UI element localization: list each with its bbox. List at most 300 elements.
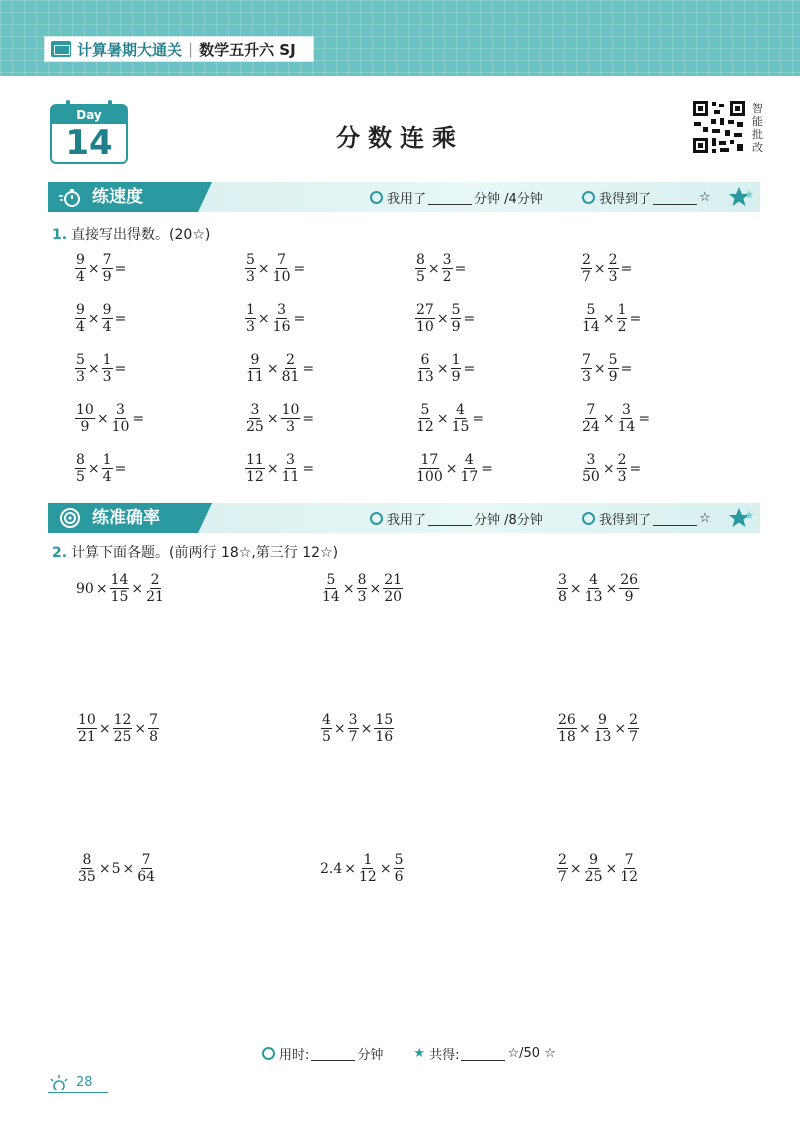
numerator: 4	[456, 402, 465, 418]
equals-sign: =	[481, 460, 494, 477]
numerator: 1	[102, 452, 112, 468]
denominator: 100	[416, 469, 443, 485]
denominator: 20	[384, 589, 403, 605]
numerator: 14	[110, 572, 129, 588]
fraction	[101, 252, 114, 285]
numerator: 10	[78, 712, 96, 728]
section-tag-accuracy	[48, 503, 198, 533]
numerator: 2	[582, 252, 591, 268]
numerator: 10	[76, 402, 94, 418]
fraction	[76, 712, 98, 745]
denominator: 3	[582, 369, 591, 385]
denominator: 5	[416, 269, 425, 285]
numerator: 3	[277, 302, 287, 318]
numerator: 5	[76, 352, 85, 368]
score-label: 我得到了	[599, 513, 652, 528]
fraction	[109, 572, 131, 605]
fraction	[74, 252, 87, 285]
clock-icon	[370, 512, 383, 525]
score-blank[interactable]	[653, 191, 697, 205]
equals-sign: =	[620, 360, 633, 377]
fraction	[271, 302, 293, 335]
denominator: 14	[322, 589, 340, 605]
fraction	[101, 452, 114, 485]
equals-sign: =	[114, 310, 127, 327]
equals-sign: =	[114, 460, 127, 477]
numerator: 8	[357, 572, 367, 588]
expression	[580, 452, 642, 485]
qr-note: 智能批改	[752, 102, 763, 154]
title-separator: |	[188, 40, 194, 58]
fraction	[244, 302, 257, 335]
footer-time-blank[interactable]	[311, 1047, 355, 1061]
denominator: 3	[357, 589, 367, 605]
expression	[74, 452, 127, 485]
expression	[244, 352, 315, 385]
day-number: 14	[65, 123, 113, 163]
numerator: 27	[416, 302, 434, 318]
denominator: 21	[146, 589, 164, 605]
times-sign: ×	[134, 720, 147, 737]
footer-score-label: 共得:	[429, 1048, 460, 1063]
fraction	[101, 352, 114, 385]
expression	[76, 852, 157, 885]
denominator: 7	[558, 869, 567, 885]
times-sign: ×	[266, 460, 279, 477]
denominator: 50	[582, 469, 600, 485]
denominator: 9	[624, 589, 634, 605]
fraction	[244, 252, 257, 285]
fraction	[347, 712, 360, 745]
times-sign: ×	[131, 580, 144, 597]
section-name-speed: 练速度	[92, 187, 143, 207]
section-name-accuracy: 练准确率	[92, 508, 160, 528]
denominator: 10	[416, 319, 434, 335]
times-sign: ×	[569, 580, 582, 597]
equals-sign: =	[472, 410, 485, 427]
book-title-box	[44, 36, 314, 62]
denominator: 12	[246, 469, 264, 485]
fraction	[101, 302, 114, 335]
expression	[320, 572, 404, 605]
star-label: ☆	[699, 511, 711, 526]
denominator: 4	[102, 469, 112, 485]
expression	[74, 252, 127, 285]
book-icon	[51, 41, 71, 57]
check-icon	[582, 191, 595, 204]
times-sign: ×	[87, 460, 100, 477]
times-sign: ×	[369, 580, 382, 597]
time-limit-label: 分钟 /4分钟	[474, 192, 543, 207]
numerator: 5	[420, 402, 430, 418]
numerator: 3	[348, 712, 358, 728]
numerator: 2	[150, 572, 160, 588]
denominator: 13	[593, 729, 612, 745]
denominator: 8	[558, 589, 567, 605]
numerator: 8	[82, 852, 92, 868]
times-sign: ×	[578, 720, 591, 737]
time-used-speed	[370, 188, 543, 207]
denominator: 5	[322, 729, 331, 745]
numerator: 2	[629, 712, 639, 728]
denominator: 15	[451, 419, 470, 435]
numerator: 3	[558, 572, 567, 588]
equals-sign: =	[638, 410, 651, 427]
fraction	[580, 252, 593, 285]
fraction	[373, 712, 395, 745]
numerator: 1	[102, 352, 112, 368]
numerator: 3	[622, 402, 631, 418]
denominator: 12	[416, 419, 434, 435]
denominator: 17	[460, 469, 479, 485]
expression	[556, 852, 640, 885]
expression	[414, 352, 476, 385]
denominator: 4	[102, 319, 112, 335]
fraction	[556, 852, 569, 885]
denominator: 12	[620, 869, 639, 885]
fraction	[357, 852, 379, 885]
expression	[556, 712, 640, 745]
times-sign: ×	[605, 860, 618, 877]
numerator: 12	[113, 712, 132, 728]
fraction	[580, 352, 593, 385]
denominator: 2	[442, 269, 452, 285]
denominator: 7	[348, 729, 358, 745]
fraction	[244, 402, 266, 435]
numerator: 5	[246, 252, 255, 268]
times-sign: ×	[87, 310, 100, 327]
fraction	[450, 302, 463, 335]
times-sign: ×	[593, 260, 606, 277]
day-label: Day	[52, 106, 126, 124]
fraction	[110, 402, 132, 435]
denominator: 5	[76, 469, 85, 485]
fraction	[112, 712, 134, 745]
question-2	[52, 542, 338, 562]
qr-code-icon[interactable]	[692, 100, 746, 154]
numerator: 7	[277, 252, 287, 268]
denominator: 4	[76, 269, 85, 285]
fraction	[607, 352, 620, 385]
times-sign: ×	[266, 360, 279, 377]
section-tag-speed	[48, 182, 198, 212]
numerator: 4	[464, 452, 474, 468]
expression	[74, 352, 127, 385]
times-sign: ×	[333, 720, 346, 737]
page-title: 分数连乘	[336, 124, 464, 152]
fraction	[414, 352, 436, 385]
check-icon	[582, 512, 595, 525]
footer-star-icon: ★	[413, 1046, 426, 1061]
numerator: 1	[617, 302, 627, 318]
equals-sign: =	[132, 410, 145, 427]
numerator: 9	[598, 712, 607, 728]
question-number: 1.	[52, 227, 68, 243]
fraction	[280, 402, 302, 435]
numerator: 7	[582, 352, 591, 368]
footer-time-label: 用时:	[279, 1048, 310, 1063]
numerator: 5	[394, 852, 404, 868]
denominator: 3	[608, 269, 618, 285]
times-sign: ×	[436, 410, 449, 427]
denominator: 13	[416, 369, 434, 385]
fraction	[393, 852, 406, 885]
expression	[244, 302, 306, 335]
times-sign: ×	[436, 360, 449, 377]
time-used-label: 我用了	[387, 192, 427, 207]
equals-sign: =	[114, 260, 127, 277]
numerator: 5	[326, 572, 336, 588]
numerator: 5	[451, 302, 461, 318]
numerator: 5	[608, 352, 618, 368]
equals-sign: =	[454, 260, 467, 277]
denominator: 3	[617, 469, 627, 485]
star-label: ☆	[699, 190, 711, 205]
fraction	[583, 852, 605, 885]
fraction	[382, 572, 404, 605]
denominator: 9	[80, 419, 90, 435]
numerator: 11	[246, 452, 264, 468]
integer: 90	[76, 580, 94, 597]
fraction	[414, 452, 445, 485]
numerator: 10	[281, 402, 300, 418]
denominator: 6	[394, 869, 404, 885]
fraction	[592, 712, 614, 745]
expression	[580, 402, 651, 435]
equals-sign: =	[620, 260, 633, 277]
fraction	[280, 452, 302, 485]
expression	[76, 572, 166, 605]
denominator: 14	[582, 319, 600, 335]
numerator: 8	[76, 452, 85, 468]
fraction	[414, 302, 436, 335]
denominator: 2	[617, 319, 627, 335]
numerator: 2	[558, 852, 567, 868]
fraction	[271, 252, 293, 285]
question-text: 直接写出得数。(20☆)	[71, 227, 211, 243]
score-speed	[582, 188, 711, 207]
times-sign: ×	[427, 260, 440, 277]
numerator: 8	[416, 252, 425, 268]
question-text: 计算下面各题。(前两行 18☆,第三行 12☆)	[71, 545, 339, 561]
equals-sign: =	[463, 360, 476, 377]
expression	[74, 302, 127, 335]
times-sign: ×	[614, 720, 627, 737]
numerator: 2	[286, 352, 295, 368]
fraction	[607, 252, 620, 285]
times-sign: ×	[342, 580, 355, 597]
expression	[414, 452, 494, 485]
times-sign: ×	[436, 310, 449, 327]
numerator: 26	[558, 712, 576, 728]
fraction	[74, 302, 87, 335]
time-limit-label: 分钟 /8分钟	[474, 513, 543, 528]
time-used-accuracy	[370, 509, 543, 528]
times-sign: ×	[569, 860, 582, 877]
numerator: 2	[617, 452, 627, 468]
denominator: 7	[629, 729, 639, 745]
time-used-blank[interactable]	[428, 191, 472, 205]
fraction	[320, 572, 342, 605]
score-blank[interactable]	[653, 512, 697, 526]
score-accuracy	[582, 509, 711, 528]
denominator: 16	[375, 729, 394, 745]
fraction	[135, 852, 157, 885]
series-title: 计算暑期大通关	[77, 40, 183, 59]
denominator: 25	[584, 869, 603, 885]
time-used-blank[interactable]	[428, 512, 472, 526]
footer-summary	[262, 1044, 556, 1063]
denominator: 12	[359, 869, 377, 885]
times-sign: ×	[445, 460, 458, 477]
numerator: 9	[76, 252, 85, 268]
numerator: 7	[149, 712, 159, 728]
fraction	[583, 572, 605, 605]
fraction	[244, 452, 266, 485]
numerator: 26	[620, 572, 639, 588]
numerator: 3	[586, 452, 596, 468]
fraction	[441, 252, 454, 285]
fraction	[320, 712, 333, 745]
numerator: 9	[102, 302, 112, 318]
numerator: 3	[442, 252, 452, 268]
question-1	[52, 224, 210, 244]
fraction	[618, 852, 640, 885]
denominator: 18	[558, 729, 576, 745]
times-sign: ×	[602, 460, 615, 477]
denominator: 3	[102, 369, 112, 385]
fraction	[356, 572, 369, 605]
expression	[580, 252, 633, 285]
integer: 2.4	[320, 860, 343, 877]
times-sign: ×	[98, 860, 111, 877]
denominator: 64	[137, 869, 156, 885]
denominator: 10	[272, 269, 291, 285]
numerator: 5	[586, 302, 596, 318]
numerator: 2	[608, 252, 618, 268]
numerator: 1	[246, 302, 255, 318]
fraction	[556, 712, 578, 745]
numerator: 7	[141, 852, 151, 868]
times-sign: ×	[87, 260, 100, 277]
expression	[244, 252, 306, 285]
times-sign: ×	[344, 860, 356, 877]
times-sign: ×	[605, 580, 618, 597]
page-number-text: 28	[76, 1074, 93, 1090]
expression	[414, 402, 485, 435]
denominator: 25	[246, 419, 264, 435]
denominator: 3	[76, 369, 85, 385]
denominator: 14	[617, 419, 636, 435]
denominator: 9	[102, 269, 112, 285]
times-sign: ×	[602, 310, 615, 327]
question-number: 2.	[52, 545, 68, 561]
equals-sign: =	[293, 260, 306, 277]
denominator: 8	[149, 729, 159, 745]
fraction	[74, 352, 87, 385]
fraction	[450, 352, 463, 385]
denominator: 25	[113, 729, 132, 745]
numerator: 9	[250, 352, 260, 368]
expression	[320, 852, 405, 885]
numerator: 4	[322, 712, 331, 728]
expression	[580, 352, 633, 385]
times-sign: ×	[87, 360, 100, 377]
target-icon	[58, 507, 82, 529]
times-sign: ×	[122, 860, 135, 877]
times-sign: ×	[257, 260, 270, 277]
times-sign: ×	[602, 410, 615, 427]
star-icon	[728, 186, 754, 208]
equals-sign: =	[302, 460, 315, 477]
expression	[244, 452, 315, 485]
numerator: 1	[451, 352, 461, 368]
times-sign: ×	[95, 580, 108, 597]
fraction	[580, 402, 602, 435]
denominator: 24	[582, 419, 600, 435]
page-number	[48, 1074, 108, 1093]
equals-sign: =	[114, 360, 127, 377]
fraction	[458, 452, 480, 485]
fraction	[74, 452, 87, 485]
equals-sign: =	[302, 410, 315, 427]
numerator: 15	[375, 712, 394, 728]
fraction	[556, 572, 569, 605]
denominator: 21	[78, 729, 96, 745]
time-used-label: 我用了	[387, 513, 427, 528]
fraction	[76, 852, 98, 885]
footer-time-unit: 分钟	[357, 1048, 384, 1063]
expression	[74, 402, 145, 435]
stopwatch-icon	[58, 186, 82, 208]
expression	[244, 402, 315, 435]
fraction	[616, 452, 629, 485]
fraction	[414, 252, 427, 285]
denominator: 9	[451, 319, 461, 335]
fraction	[450, 402, 472, 435]
numerator: 9	[589, 852, 599, 868]
denominator: 7	[582, 269, 591, 285]
equals-sign: =	[629, 310, 642, 327]
fraction	[244, 352, 266, 385]
denominator: 16	[272, 319, 291, 335]
fraction	[74, 402, 96, 435]
denominator: 3	[286, 419, 295, 435]
star-icon	[728, 507, 754, 529]
numerator: 17	[420, 452, 439, 468]
footer-score-total: ☆/50 ☆	[507, 1046, 556, 1061]
denominator: 13	[584, 589, 603, 605]
expression	[76, 712, 160, 745]
times-sign: ×	[360, 720, 373, 737]
fraction	[280, 352, 302, 385]
clock-icon	[370, 191, 383, 204]
sun-icon	[48, 1074, 70, 1090]
denominator: 3	[246, 269, 255, 285]
numerator: 9	[76, 302, 85, 318]
footer-score-blank[interactable]	[461, 1047, 505, 1061]
numerator: 6	[420, 352, 430, 368]
denominator: 81	[281, 369, 300, 385]
equals-sign: =	[463, 310, 476, 327]
expression	[414, 252, 467, 285]
section-bar-speed	[48, 182, 760, 212]
times-sign: ×	[266, 410, 279, 427]
fraction	[414, 402, 436, 435]
times-sign: ×	[593, 360, 606, 377]
integer: 5	[111, 860, 121, 877]
expression	[556, 572, 640, 605]
